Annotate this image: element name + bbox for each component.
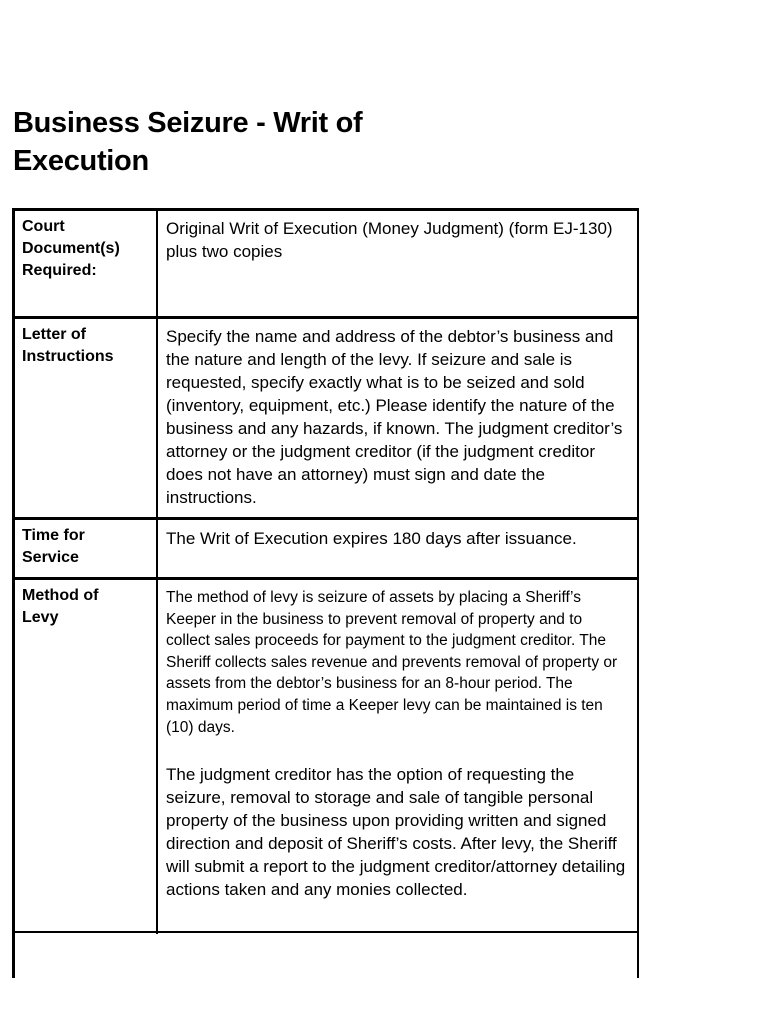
table-border-top — [12, 208, 639, 211]
row-value-letter-of-instructions — [166, 325, 634, 509]
row-label-method-of-levy: Method of Levy — [22, 587, 99, 626]
row-value-method-of-levy-1 — [166, 587, 624, 738]
row-divider-4 — [12, 931, 639, 933]
row-label-letter-of-instructions: Letter of Instructions — [22, 326, 114, 365]
row-paragraph: The judgment creditor has the option of requesting the seizure, removal to storage and sale of tangible personal property of the business upon providing written and signed direction and deposit of Sheriff’s costs. After levy, the Sheriff will submit a report to the judgment creditor/attorney detailing actions taken and any monies collected. — [166, 765, 626, 899]
row-divider-3 — [12, 577, 639, 580]
row-paragraph: The Writ of Execution expires 180 days after issuance. — [166, 529, 577, 548]
row-label-court-documents: Court Document(s) Required: — [22, 218, 120, 279]
table-border-left — [12, 208, 15, 978]
table-border-right — [637, 208, 639, 978]
document-title: Business Seizure - Writ of Execution — [13, 107, 363, 177]
row-paragraph: Specify the name and address of the debtor’s business and the nature and length of the levy. If seizure and sale is requested, specify exactly what is to be seized and sold (inventory, equipment, etc.) Please identify the nature of the business and any hazards, if known. The judgment creditor’s attorney or the judgment creditor (if the judgment creditor does not have an attorney) must sign and date the instructions. — [166, 327, 623, 507]
row-paragraph: Original Writ of Execution (Money Judgment) (form EJ-130) plus two copies — [166, 219, 613, 261]
row-divider-1 — [12, 316, 639, 319]
row-divider-2 — [12, 517, 639, 520]
row-label-time-for-service: Time for Service — [22, 527, 85, 566]
row-paragraph: The method of levy is seizure of assets by placing a Sheriff’s Keeper in the business to prevent removal of property and to collect sales proceeds for payment to the judgment creditor. The Sheriff collects sales revenue and prevents removal of property or assets from the debtor’s business for an 8-hour period. The maximum period of time a Keeper levy can be maintained is ten (10) days. — [166, 589, 618, 736]
row-value-court-documents — [166, 217, 632, 263]
row-value-method-of-levy-2 — [166, 763, 628, 901]
row-value-time-for-service — [166, 527, 636, 550]
